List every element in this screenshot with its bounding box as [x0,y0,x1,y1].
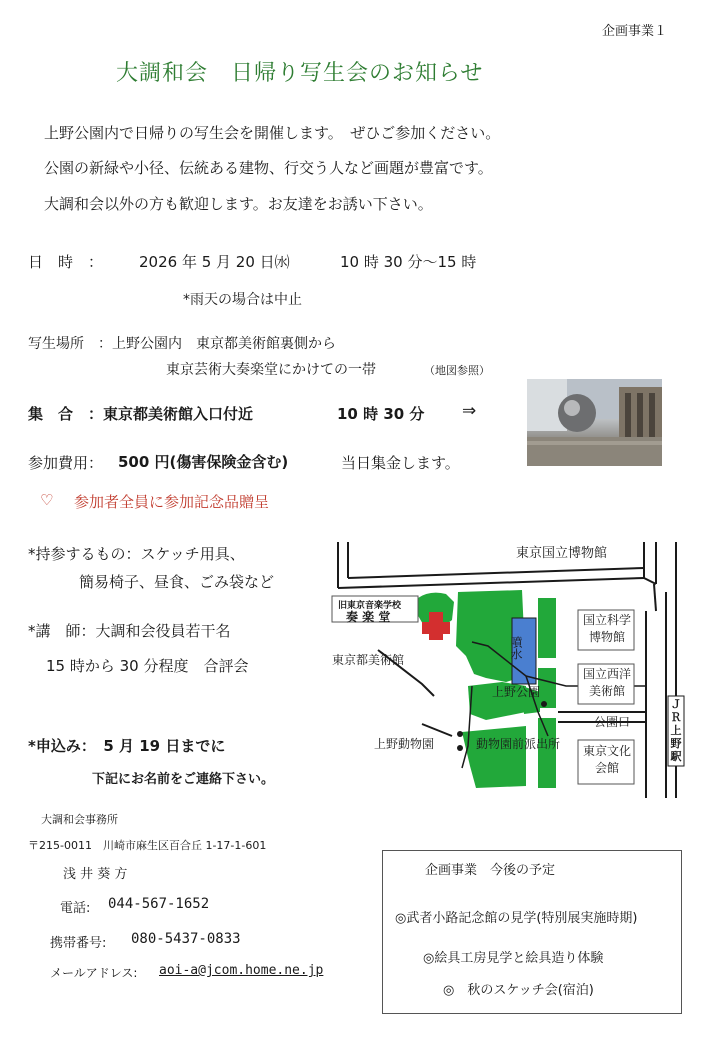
apply-line-2: 下記にお名前をご連絡下さい。 [92,772,275,787]
intro-line-2: 公園の新緑や小径、伝統ある建物、行交う人など画題が豊富です。 [44,159,493,177]
page-tag: 企画事業１ [601,24,667,39]
email-label: メールアドレス: [50,966,138,980]
meeting-label: 集 合 ：東京都美術館入口付近 [28,405,254,423]
fee-note: 当日集金します。 [341,454,460,472]
apply-line-1: *申込み： 5 月 19 日までに [28,737,226,755]
arrow-icon: ⇒ [462,401,477,421]
map-label-fountain: 噴水 [509,636,523,660]
location-line-2: 東京芸術大奏楽堂にかけての一帯 [166,362,376,378]
park-map [326,536,688,798]
email-link[interactable]: aoi-a@jcom.home.ne.jp [159,963,324,978]
map-label-national-museum: 東京国立博物館 [516,546,608,561]
mobile-number: 080-5437-0833 [131,931,241,947]
fee-label: 参加費用： [28,454,104,472]
rain-note: *雨天の場合は中止 [183,292,302,308]
phone-number: 044-567-1652 [108,896,210,912]
map-label-park-exit: 公園口 [594,715,631,729]
intro-line-3: 大調和会以外の方も歓迎します。お友達をお誘い下さい。 [44,195,433,213]
mobile-label: 携帯番号: [50,936,107,951]
upcoming-schedule-box [382,850,682,1014]
contact-address: 〒215-0011 川崎市麻生区百合丘 1-17-1-601 [28,839,267,852]
fee-amount: 500 円(傷害保険金含む) [118,453,289,471]
schedule-item-1: ◎武者小路記念館の見学(特別展実施時期) [395,911,638,926]
datetime-date: 2026 年 5 月 20 日㈬ [139,253,290,271]
schedule-title: 企画事業 今後の予定 [425,863,556,878]
map-label-bunka-kaikan: 東京文化会館 [582,744,631,775]
map-label-metro-art: 東京都美術館 [332,653,405,667]
instructor-line-1: *講 師：大調和会役員若干名 [28,622,231,640]
map-label-ueno-park: 上野公園 [492,685,541,699]
meeting-point-photo [527,379,662,466]
bring-line-2: 簡易椅子、昼食、ごみ袋など [79,573,275,591]
datetime-label: 日 時 ： [28,253,104,271]
meeting-time: 10 時 30 分 [337,405,425,423]
heart-icon: ♡ [40,491,54,509]
page-title: 大調和会 日帰り写生会のお知らせ [116,61,484,86]
map-label-zoo: 上野動物園 [374,737,435,751]
location-line-1: 写生場所 ：上野公園内 東京都美術館裏側から [28,336,336,352]
bring-line-1: *持参するもの：スケッチ用具、 [28,545,245,563]
datetime-time: 10 時 30 分～15 時 [340,253,477,271]
map-reference: （地図参照） [424,364,490,377]
instructor-line-2: 15 時から 30 分程度 合評会 [46,657,249,675]
map-label-science-museum: 国立科学博物館 [582,613,631,644]
gift-note: 参加者全員に参加記念品贈呈 [74,493,270,511]
contact-office: 大調和会事務所 [41,813,118,826]
schedule-item-3: ◎ 秋のスケッチ会(宿泊) [443,983,594,998]
map-label-sogakudo: 奏 楽 堂 [346,610,391,624]
schedule-item-2: ◎絵具工房見学と絵具造り体験 [423,951,604,966]
map-label-jr-ueno: ＪＲ上野駅 [670,698,682,763]
phone-label: 電話: [60,901,91,916]
map-label-koban: 動物園前派出所 [476,737,561,751]
map-label-western-art: 国立西洋美術館 [582,667,631,698]
contact-name: 浅 井 葵 方 [63,867,128,882]
intro-line-1: 上野公園内で日帰りの写生会を開催します。 ぜひご参加ください。 [44,124,501,142]
map-label-sogakudo-old: 旧東京音楽学校 [338,601,402,611]
